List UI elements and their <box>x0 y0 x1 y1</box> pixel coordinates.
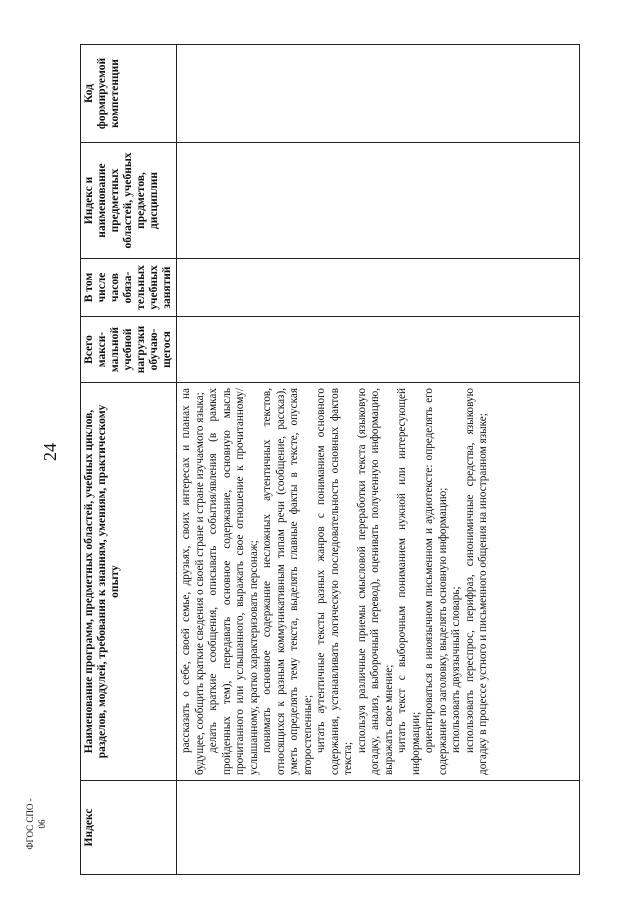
content-paragraph: использовать переспрос, перифраз, синонимичные средства, языковую догадку в процессе устного и письменного общения на иностранном языке; <box>463 388 489 775</box>
content-paragraph: используя различные приемы смысловой переработки текста (языковую догадку, анализ, выборочный перевод), оценивать полученную информацию, выражать свое мнение; <box>355 388 395 775</box>
content-paragraph: читать текст с выборочным пониманием нужной или интересующей информации; <box>396 388 422 775</box>
header-mandatory-hours: В том числе часов обяза-тельных учебных занятий <box>81 259 177 317</box>
table-container <box>80 45 580 875</box>
cell-competence <box>177 45 580 143</box>
content-paragraph: использовать двуязычный словарь; <box>450 586 462 753</box>
content-row <box>177 45 580 875</box>
rotated-table-frame <box>80 45 580 875</box>
cell-subjects <box>177 143 580 259</box>
cell-max-load <box>177 317 580 383</box>
header-name: Наименование программ, предметных областей, учебных циклов, разделов, модулей, требования к знаниям, умениям, практическому опыту <box>81 383 177 781</box>
header-max-load: Всего макси-мальной учебной нагрузки обучаю-щегося <box>81 317 177 383</box>
cell-index <box>177 781 580 875</box>
content-paragraph: делать краткие сообщения, описывать события/явления (в рамках пройденных тем), передавать основное содержание, основную мысль прочитанного или услышанного, выражать свое отношение к прочитанному/услышанному, кратко характеризовать персонаж; <box>207 388 260 775</box>
header-subjects: Индекс и наименование предметных областей, учебных предметов, дисциплин <box>81 143 177 259</box>
cell-mandatory-hours <box>177 259 580 317</box>
content-paragraph: читать аутентичные тексты разных жанров с пониманием основного содержания, устанавливать логическую последовательность основных фактов текста; <box>315 388 354 775</box>
header-competence: Код формируемой компетенции <box>81 45 177 143</box>
content-paragraph: рассказать о себе, своей семье, друзьях, своих интересах и планах на будущее, сообщить краткие сведения о своей стране и стране изучаемого языка; <box>180 388 206 775</box>
page-number: 24 <box>40 443 60 461</box>
header-index: Индекс <box>81 781 177 875</box>
header-row <box>81 45 177 875</box>
content-paragraph: ориентироваться в иноязычном письменном и аудиотексте: определять его содержание по заголовку, выделять основную информацию; <box>423 388 449 775</box>
curriculum-table <box>80 44 580 875</box>
content-paragraph: понимать основное содержание несложных аутентичных текстов, относящихся к разным коммуникативным типам речи (сообщение, рассказ), уметь определять тему текста, выделять главные факты в тексте, опуская второстепенные; <box>261 388 314 775</box>
cell-content <box>177 383 580 781</box>
footer-code: ФГОС СПО - 06 <box>25 798 47 850</box>
